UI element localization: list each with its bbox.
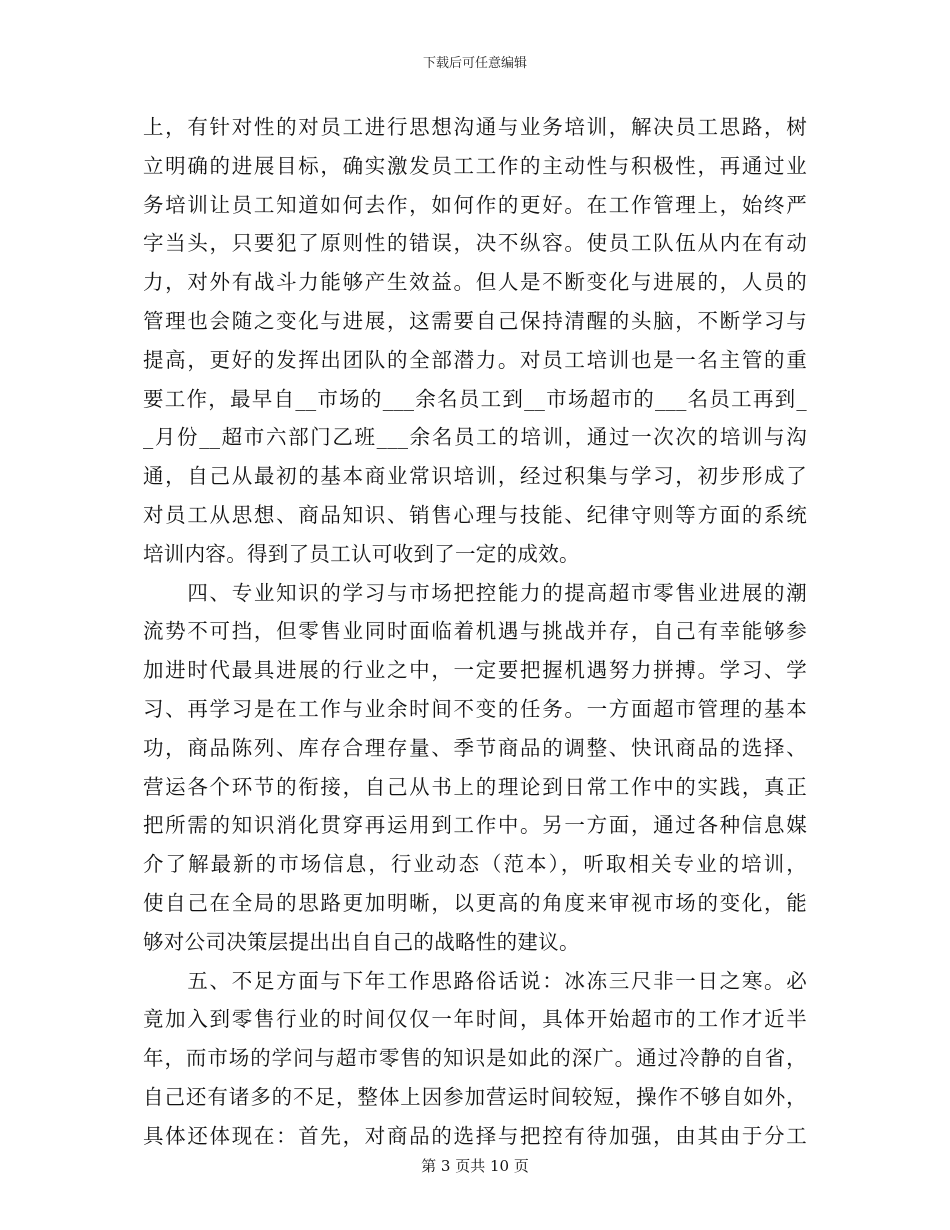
text-line: 通，自己从最初的基本商业常识培训，经过积集与学习，初步形成了 — [143, 464, 807, 489]
text-line: 培训内容。得到了员工认可收到了一定的成效。 — [143, 541, 580, 566]
text-line: 提高，更好的发挥出团队的全部潜力。对员工培训也是一名主管的重 — [143, 347, 807, 372]
text-line: 营运各个环节的衔接，自己从书上的理论到日常工作中的实践，真正 — [143, 774, 807, 799]
text-line: 自己还有诸多的不足，整体上因参加营运时间较短，操作不够自如外， — [143, 1084, 807, 1109]
text-line: 介了解最新的市场信息，行业动态（范本），听取相关专业的培训， — [143, 852, 807, 877]
page-footer: 第 3 页共 10 页 — [421, 1157, 529, 1175]
text-line: 具体还体现在：首先，对商品的选择与把控有待加强，由其由于分工 — [143, 1123, 807, 1148]
text-line: 年，而市场的学问与超市零售的知识是如此的深广。通过冷静的自省， — [143, 1046, 807, 1071]
text-line: 加进时代最具进展的行业之中，一定要把握机遇努力拼搏。学习、学 — [143, 658, 807, 683]
text-line: 立明确的进展目标，确实激发员工工作的主动性与积极性，再通过业 — [143, 153, 807, 178]
text-line: 力，对外有战斗力能够产生效益。但人是不断变化与进展的，人员的 — [143, 270, 807, 295]
document-body — [143, 108, 807, 1156]
page-header: 下载后可任意编辑 — [422, 56, 527, 71]
text-line: 把所需的知识消化贯穿再运用到工作中。另一方面，通过各种信息媒 — [143, 813, 807, 838]
text-line: 字当头，只要犯了原则性的错误，决不纵容。使员工队伍从内在有动 — [143, 231, 807, 256]
text-line: 习、再学习是在工作与业余时间不变的任务。一方面超市管理的基本 — [143, 696, 807, 721]
text-line: 功，商品陈列、库存合理存量、季节商品的调整、快讯商品的选择、 — [143, 735, 807, 760]
text-line: 上，有针对性的对员工进行思想沟通与业务培训，解决员工思路，树 — [143, 115, 807, 139]
text-line: 对员工从思想、商品知识、销售心理与技能、纪律守则等方面的系统 — [143, 502, 807, 527]
text-line: 竟加入到零售行业的时间仅仅一年时间，具体开始超市的工作才近半 — [143, 1007, 807, 1032]
text-line: 五、不足方面与下年工作思路俗话说：冰冻三尺非一日之寒。必 — [143, 968, 807, 993]
text-line: 要工作，最早自__市场的___余名员工到__市场超市的___名员工再到_ — [143, 386, 807, 411]
text-line: 使自己在全局的思路更加明晰，以更高的角度来审视市场的变化，能 — [143, 890, 807, 915]
text-line: 四、专业知识的学习与市场把控能力的提高超市零售业进展的潮 — [143, 580, 807, 605]
text-line: _月份__超市六部门乙班___余名员工的培训，通过一次次的培训与沟 — [143, 425, 807, 450]
text-line: 流势不可挡，但零售业同时面临着机遇与挑战并存，自己有幸能够参 — [143, 619, 807, 644]
text-line: 够对公司决策层提出出自自己的战略性的建议。 — [143, 929, 580, 954]
text-line: 务培训让员工知道如何去作，如何作的更好。在工作管理上，始终严 — [143, 192, 807, 217]
text-line: 管理也会随之变化与进展，这需要自己保持清醒的头脑，不断学习与 — [143, 308, 807, 333]
